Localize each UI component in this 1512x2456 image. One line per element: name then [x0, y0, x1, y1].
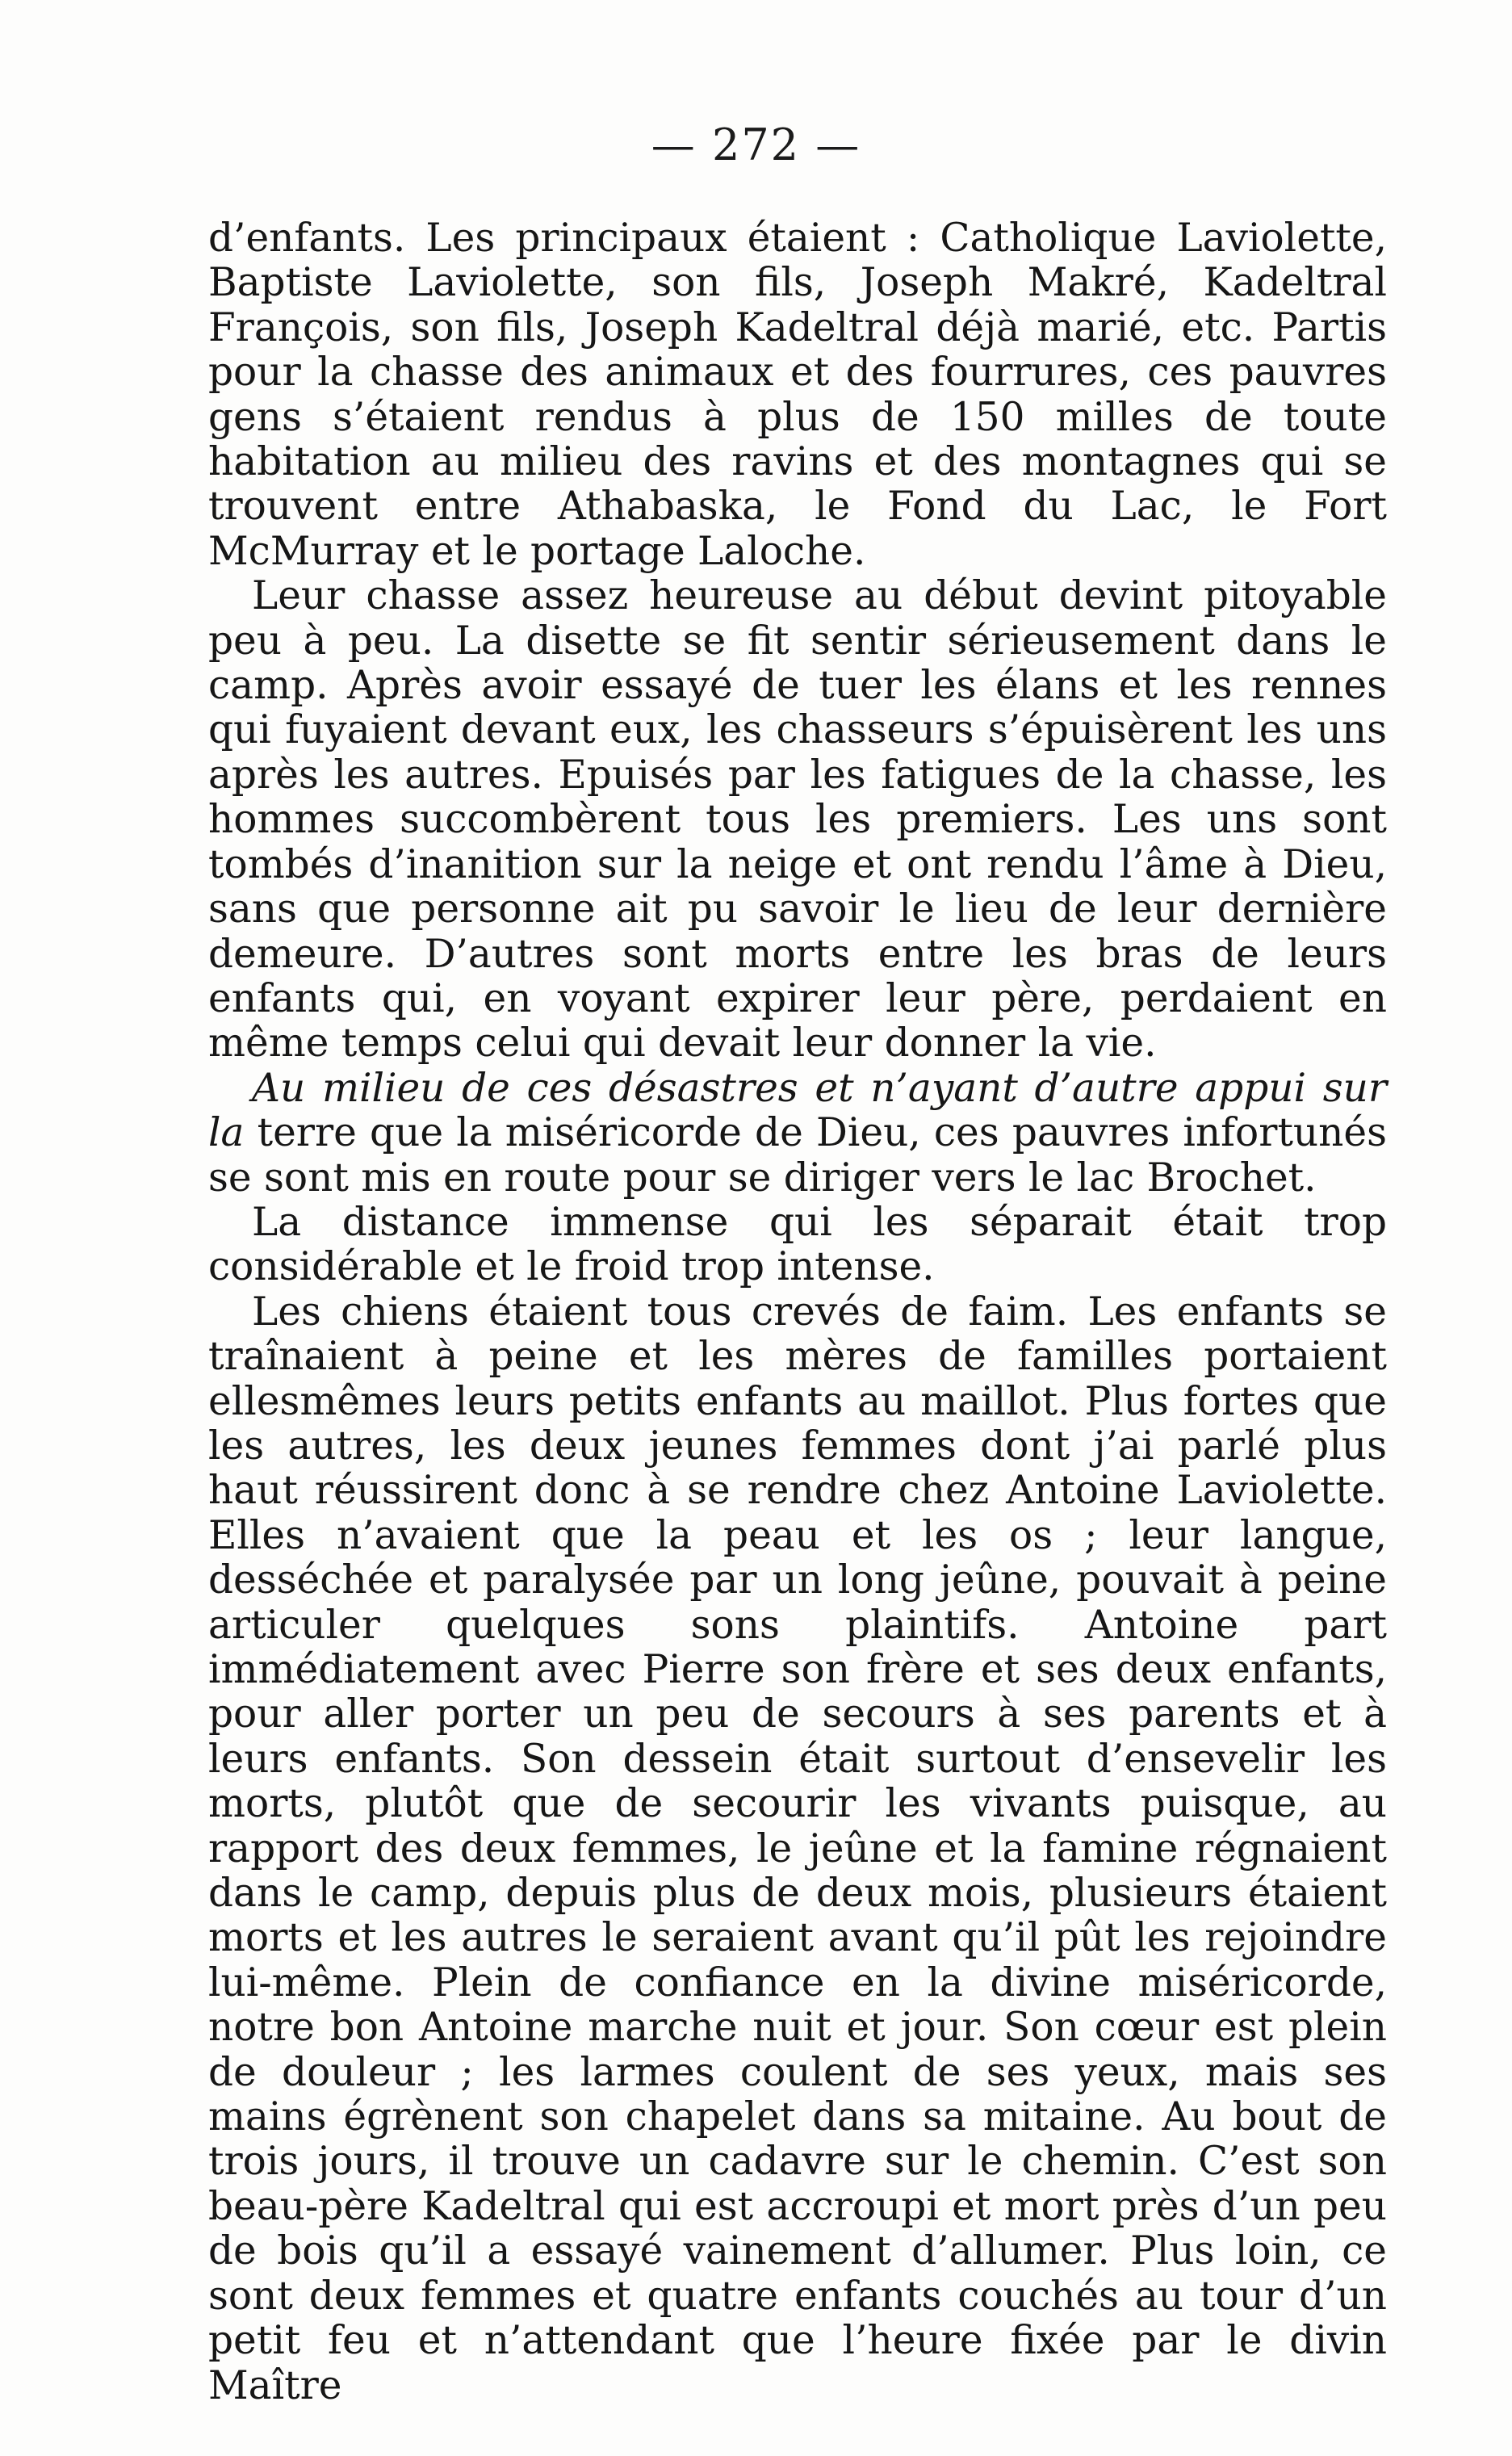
paragraph-1: d’enfants. Les principaux étaient : Catholique Laviolette, Baptiste Laviolette, son fils, Joseph Makré, Kadeltral François, son fils, Joseph Kadeltral déjà marié, etc. Partis pour la chasse des animaux et des fourrures, ces pauvres gens s’étaient rendus à plus de 150 milles de toute habitation au milieu des ravins et des montagnes qui se trouvent entre Athabaska, le Fond du Lac, le Fort McMurray et le portage Laloche. — [208, 216, 1387, 574]
page-number: — 272 — — [651, 119, 861, 170]
paragraph-3-italic-opening: Au milieu de ces désastres et n’ayant d’autre appui sur la — [208, 1065, 1387, 1156]
paragraph-4: La distance immense qui les séparait était trop considérable et le froid trop intense. — [208, 1199, 1387, 1290]
paragraph-3 — [208, 1067, 1387, 1201]
paragraph-5: Les chiens étaient tous crevés de faim. Les enfants se traînaient à peine et les mères de familles portaient ellesmêmes leurs petits enfants au maillot. Plus fortes que les autres, les deux jeunes femmes dont j’ai parlé plus haut réussirent donc à se rendre chez Antoine Laviolette. Elles n’avaient que la peau et les os ; leur langue, desséchée et paralysée par un long jeûne, pouvait à peine articuler quelques sons plaintifs. Antoine part immédiatement avec Pierre son frère et ses deux enfants, pour aller porter un peu de secours à ses parents et à leurs enfants. Son dessein était surtout d’ensevelir les morts, plutôt que de secourir les vivants puisque, au rapport des deux femmes, le jeûne et la famine régnaient dans le camp, depuis plus de deux mois, plusieurs étaient morts et les autres le seraient avant qu’il pût les rejoindre lui-même. Plein de confiance en la divine miséricorde, notre bon Antoine marche nuit et jour. Son cœur est plein de douleur ; les larmes coulent de ses yeux, mais ses mains égrènent son chapelet dans sa mitaine. Au bout de trois jours, il trouve un cadavre sur le chemin. C’est son beau-père Kadeltral qui est accroupi et mort près d’un peu de bois qu’il a essayé vainement d’allumer. Plus loin, ce sont deux femmes et quatre enfants couchés au tour d’un petit feu et n’attendant que l’heure fixée par le divin Maître — [208, 1289, 1387, 2408]
paragraph-2: Leur chasse assez heureuse au début devint pitoyable peu à peu. La disette se fit sentir sérieusement dans le camp. Après avoir essayé de tuer les élans et les rennes qui fuyaient devant eux, les chasseurs s’épuisèrent les uns après les autres. Epuisés par les fatigues de la chasse, les hommes succombèrent tous les premiers. Les uns sont tombés d’inanition sur la neige et ont rendu l’âme à Dieu, sans que personne ait pu savoir le lieu de leur dernière demeure. D’autres sont morts entre les bras de leurs enfants qui, en voyant expirer leur père, perdaient en même temps celui qui devait leur donner la vie. — [208, 573, 1387, 1067]
text-body — [208, 216, 1387, 2408]
paragraph-3-rest: terre que la miséricorde de Dieu, ces pauvres infortunés se sont mis en route pour se diriger vers le lac Brochet. — [208, 1110, 1387, 1201]
